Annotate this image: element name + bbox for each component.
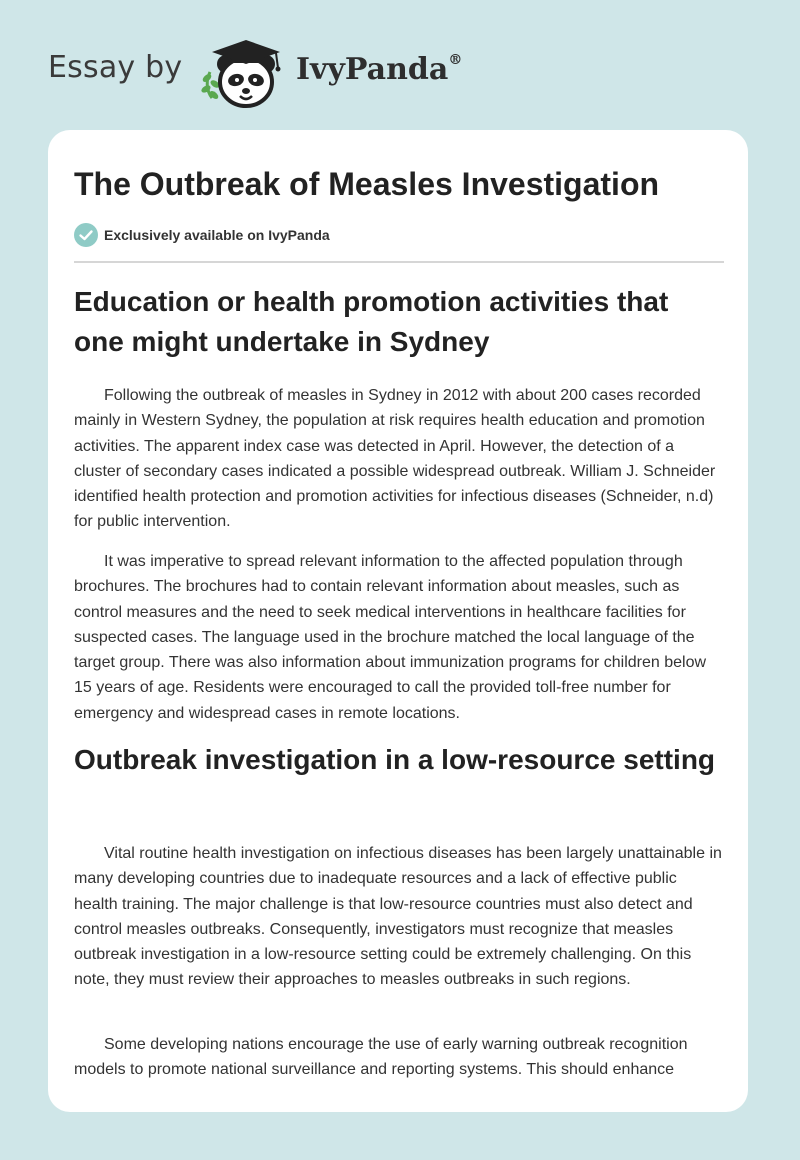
section-heading-low-resource: Outbreak investigation in a low-resource setting [74,744,716,775]
essay-card [48,130,748,1112]
check-circle-icon [74,223,98,247]
page-title: The Outbreak of Measles Investigation [74,166,660,202]
paragraph-low-resource-2: Some developing nations encourage the use of early warning outbreak recognition models to promote national surveillance and reporting systems. This should enhance [74,1036,688,1079]
section-heading-education: Education or health promotion activities that one might undertake in Sydney [74,286,669,357]
paragraph-low-resource-1: Vital routine health investigation on infectious diseases has been largely unattainable in many developing countries due to inadequate resources and a lack of effective public health training. The major challenge is that low-resource countries must also detect and control measles outbreaks. Consequently, investigators must recognize that measles outbreak investigation in a low-resource setting could be extremely challenging. On this note, they must review their approaches to measles outbreaks in such regions. [74,845,722,989]
title-divider [74,261,724,263]
availability-badge [74,222,330,248]
registered-mark: ® [448,52,463,68]
badge-text: Exclusively available on IvyPanda [104,227,330,243]
site-header [0,0,800,130]
paragraph-education-2: It was imperative to spread relevant information to the affected population through brochures. The brochures had to contain relevant information about measles, such as control measures and the need to seek medical interventions in healthcare facilities for suspected cases. The language used in the brochure matched the local language of the target group. There was also information about immunization programs for children below 15 years of age. Residents were encouraged to call the provided toll-free number for emergency and widespread cases in remote locations. [74,553,707,722]
panda-graduate-icon [196,34,296,110]
paragraph-education-1: Following the outbreak of measles in Sydney in 2012 with about 200 cases recorded mainly in Western Sydney, the population at risk requires health education and promotion activities. The apparent index case was detected in April. However, the detection of a cluster of secondary cases indicated a possible widespread outbreak. William J. Schneider identified health protection and promotion activities for infectious diseases (Schneider, n.d) for public intervention. [74,387,716,531]
brand-name: IvyPanda® [296,52,463,87]
essay-by-label: Essay by [48,50,183,85]
